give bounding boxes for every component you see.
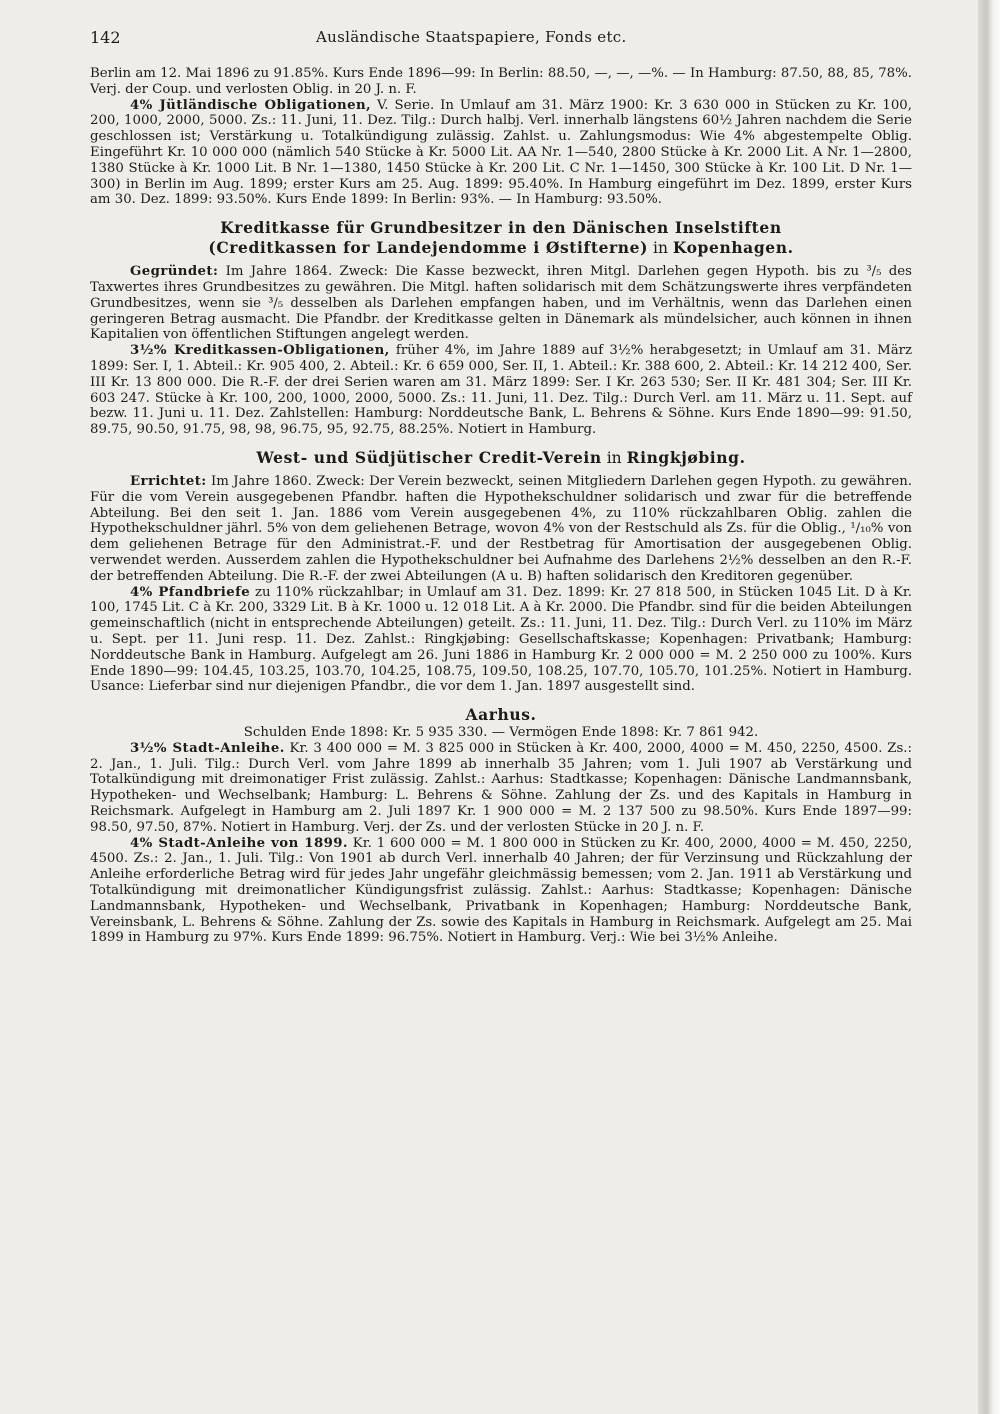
entry-lead: 4% Pfandbriefe <box>130 584 251 600</box>
section-heading: West- und Südjütischer Credit-Verein in Ringkjøbing. <box>256 447 746 467</box>
entry-text: früher 4%, im Jahre 1889 auf 3½% herabgesetzt; in Umlauf am 31. März 1899: Ser. I, 1. Abteil.: Kr. 905 400, 2. Abteil.: Kr. 6 659 000, Ser. II, 1. Abteil.: Kr. 388 600, 2. Abteil.: Kr. 14 212 400, Ser. III Kr. 13 800 000. Die R.-F. der drei Serien waren am 31. März 1899: Ser. I Kr. 263 530; Ser. II Kr. 481 304; Ser. III Kr. 603 247. Stücke à Kr. 100, 200, 1000, 2000, 5000. Zs.: 11. Juni, 11. Dez. Tilg.: Durch Verl. am 11. März u. 11. Sept. auf bezw. 11. Juni u. 11. Dez. Zahlstellen: Hamburg: Norddeutsche Bank, L. Behrens & Söhne. Kurs Ende 1890—99: 91.50, 89.75, 90.50, 91.75, 98, 98, 96.75, 95, 92.75, 88.25%. Notiert in Hamburg. <box>90 343 912 438</box>
paragraph <box>90 585 912 696</box>
running-title: Ausländische Staatspapiere, Fonds etc. <box>316 28 627 46</box>
paragraph <box>90 343 912 438</box>
entry-text: Kr. 3 400 000 = M. 3 825 000 in Stücken à Kr. 400, 2000, 4000 = M. 450, 2250, 4500. Zs.: 2. Jan., 1. Juli. Tilg.: Durch Verl. vom Jahre 1899 ab innerhalb 35 Jahren; vom 1. Juli 1907 ab Verstärkung und Totalkündigung mit dreimonatiger Frist zulässig. Zahlst.: Aarhus: Stadtkasse; Kopenhagen: Dänische Landmannsbank, Hypotheken- und Wechselbank; Hamburg: L. Behrens & Söhne. Zahlung der Zs. und des Kapitals in Hamburg in Reichsmark. Aufgelegt in Hamburg am 2. Juli 1897 Kr. 1 900 000 = M. 2 137 500 zu 98.50%. Kurs Ende 1897—99: 98.50, 97.50, 87%. Notiert in Hamburg. Verj. der Zs. und der verlosten Stücke in 20 J. n. F. <box>90 740 912 835</box>
page-content <box>90 30 912 946</box>
paragraph <box>90 741 912 836</box>
entry-lead: 4% Jütländische Obligationen, <box>130 97 372 113</box>
paragraph <box>90 836 912 947</box>
paragraph: Berlin am 12. Mai 1896 zu 91.85%. Kurs Ende 1896—99: In Berlin: 88.50, —, —, —%. — In Hamburg: 87.50, 88, 85, 78%. Verj. der Coup. und verlosten Oblig. in 20 J. n. F. <box>90 66 912 97</box>
page-edge <box>978 0 1000 1414</box>
entry-lead: Gegründet: <box>130 264 219 280</box>
paragraph <box>90 264 912 343</box>
page-number: 142 <box>90 28 121 47</box>
entry-text: Kr. 1 600 000 = M. 1 800 000 in Stücken zu Kr. 400, 2000, 4000 = M. 450, 2250, 4500. Zs.: 2. Jan., 1. Juli. Tilg.: Von 1901 ab durch Verl. innerhalb 40 Jahren; der für Verzinsung und Rückzahlung der Anleihe erforderliche Betrag wird für jedes Jahr ungefähr gleichmässig bemessen; vom 2. Jan. 1911 ab Verstärkung und Totalkündigung mit dreimonatlicher Kündigungsfrist zulässig. Zahlst.: Aarhus: Stadtkasse; Kopenhagen: Dänische Landmannsbank, Hypotheken- und Wechselbank, Privatbank in Kopenhagen; Hamburg: Norddeutsche Bank, Vereinsbank, L. Behrens & Söhne. Zahlung der Zs. sowie des Kapitals in Hamburg in Reichsmark. Aufgelegt am 25. Mai 1899 in Hamburg zu 97%. Kurs Ende 1899: 96.75%. Notiert in Hamburg. Verj.: Wie bei 3½% Anleihe. <box>90 835 912 946</box>
entry-text: Im Jahre 1860. Zweck: Der Verein bezweckt, seinen Mitgliedern Darlehen gegen Hypoth. zu gewähren. Für die vom Verein ausgegebenen Pfandbr. haften die Hypothekschuldner solidarisch und zwar für die betreffende Abteilung. Bei den seit 1. Jan. 1886 vom Verein ausgegebenen 4%, zu 110% rückzahlbaren Oblig. zahlen die Hypothekschuldner jährl. 5% von dem geliehenen Betrage, wovon 4% von der Restschuld als Zs. für die Oblig., ¹/₁₀% von dem geliehenen Betrage für den Administrat.-F. und der Restbetrag für Amortisation der ausgegebenen Oblig. verwendet werden. Ausserdem zahlen die Hypothekschuldner bei Aufnahme des Darlehens 2½% desselben an den R.-F. der betreffenden Abteilung. Die R.-F. der zwei Abteilungen (A u. B) haften solidarisch den Kreditoren gegenüber. <box>90 473 912 584</box>
entry-text: Im Jahre 1864. Zweck: Die Kasse bezweckt, ihren Mitgl. Darlehen gegen Hypoth. bis zu ³/₅ des Taxwertes ihres Grundbesitzes zu gewähren. Die Mitgl. haften solidarisch mit dem Schätzungswerte ihres verpfändeten Grundbesitzes, wenn sie ³/₅ desselben als Darlehen empfangen haben, und im Verhältnis, wenn das Darlehen einen geringeren Betrag ausmacht. Die Pfandbr. der Kreditkasse gelten in Dänemark als mündelsicher, auch können in ihnen Kapitalien von öffentlichen Stiftungen angelegt werden. <box>90 264 912 343</box>
entry-lead: 3½% Stadt-Anleihe. <box>130 740 285 756</box>
section-heading: Aarhus. <box>465 705 537 725</box>
entry-text: zu 110% rückzahlbar; in Umlauf am 31. Dez. 1899: Kr. 27 818 500, in Stücken 1045 Lit. D à Kr. 100, 1745 Lit. C à Kr. 200, 3329 Lit. B à Kr. 1000 u. 12 018 Lit. A à Kr. 2000. Die Pfandbr. sind für die beiden Abteilungen gemeinschaftlich (nicht in entsprechende Abteilungen) geteilt. Zs.: 11. Juni, 11. Dez. Tilg.: Durch Verl. zu 110% im März u. Sept. per 11. Juni resp. 11. Dez. Zahlst.: Ringkjøbing: Gesellschaftskasse; Kopenhagen: Privatbank; Hamburg: Norddeutsche Bank in Hamburg. Aufgelegt am 26. Juni 1886 in Hamburg Kr. 2 000 000 = M. 2 250 000 zu 100%. Kurs Ende 1890—99: 104.45, 103.25, 103.70, 104.25, 108.75, 109.50, 108.25, 107.70, 105.70, 101.25%. Notiert in Hamburg. Usance: Lieferbar sind nur diejenigen Pfandbr., die vor dem 1. Jan. 1897 ausgestellt sind. <box>90 584 912 695</box>
entry-lead: 3½% Kreditkassen-Obligationen, <box>130 343 390 359</box>
section-heading: Kreditkasse für Grundbesitzer in den Dänischen Inselstiften <box>220 218 782 238</box>
paragraph <box>90 474 912 585</box>
summary-line: Schulden Ende 1898: Kr. 5 935 330. — Vermögen Ende 1898: Kr. 7 861 942. <box>243 725 759 741</box>
paragraph <box>90 98 912 209</box>
entry-lead: Errichtet: <box>130 473 207 489</box>
section-subheading: (Creditkassen for Landejendomme i Østifterne) in Kopenhagen. <box>208 238 794 258</box>
entry-lead: 4% Stadt-Anleihe von 1899. <box>130 835 348 851</box>
entry-text: V. Serie. In Umlauf am 31. März 1900: Kr. 3 630 000 in Stücken zu Kr. 100, 200, 1000, 2000, 5000. Zs.: 11. Juni, 11. Dez. Tilg.: Durch halbj. Verl. innerhalb längstens 60½ Jahren nachdem die Serie geschlossen ist; Verstärkung u. Totalkündigung zulässig. Zahlst. u. Zahlungsmodus: Wie 4% abgestempelte Oblig. Eingeführt Kr. 10 000 000 (nämlich 540 Stücke à Kr. 5000 Lit. AA Nr. 1—540, 2800 Stücke à Kr. 2000 Lit. A Nr. 1—2800, 1380 Stücke à Kr. 1000 Lit. B Nr. 1—1380, 1450 Stücke à Kr. 200 Lit. C Nr. 1—1450, 300 Stücke à Kr. 100 Lit. D Nr. 1—300) in Berlin im Aug. 1899; erster Kurs am 25. Aug. 1899: 95.40%. In Hamburg eingeführt im Dez. 1899, erster Kurs am 30. Dez. 1899: 93.50%. Kurs Ende 1899: In Berlin: 93%. — In Hamburg: 93.50%. <box>90 97 912 208</box>
page-header <box>90 30 912 52</box>
